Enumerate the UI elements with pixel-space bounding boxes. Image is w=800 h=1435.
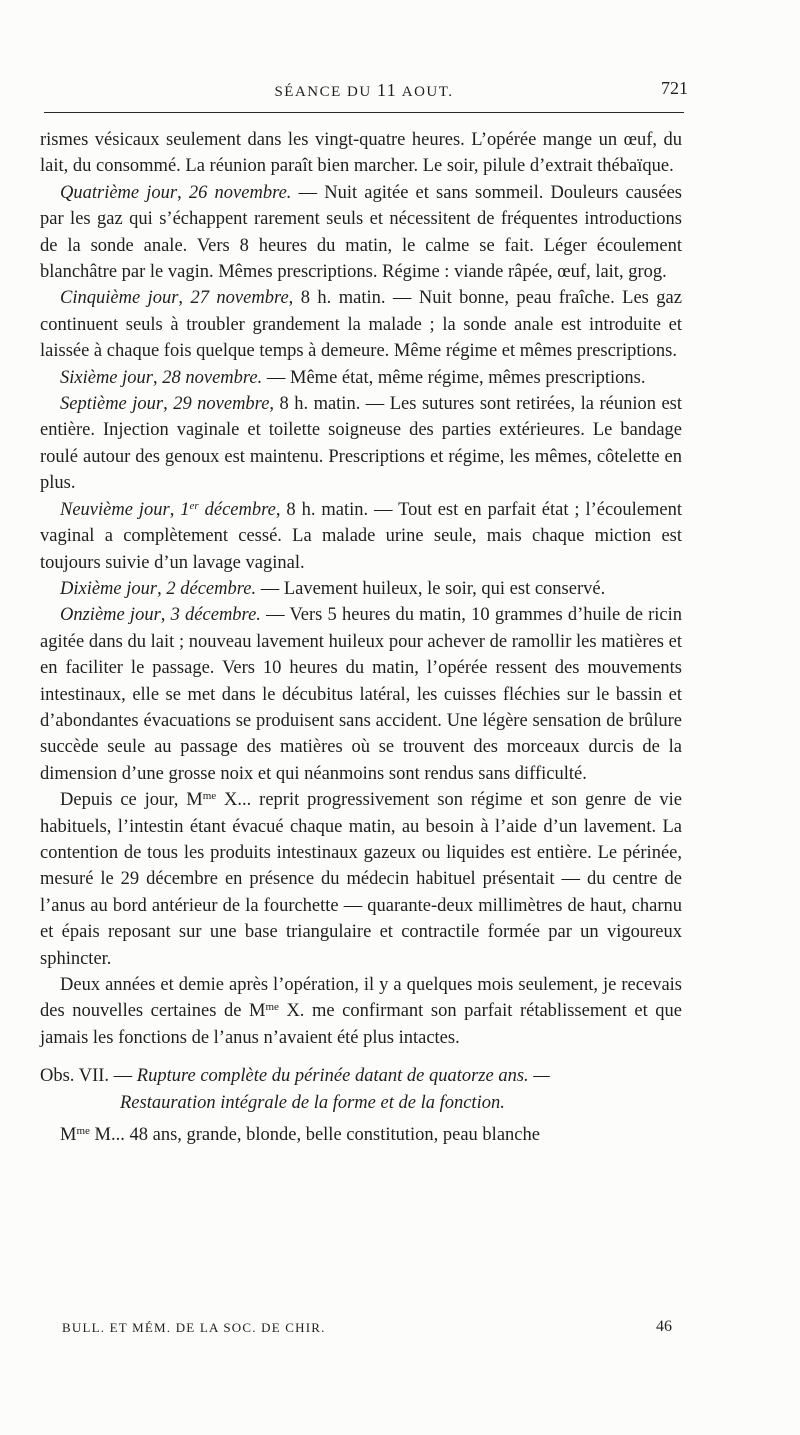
date-label: 27 novembre: [190, 288, 289, 309]
paragraph-text: , 8 h. matin. — Tout est en parfait état ; l’écoulement vaginal a complètement cessé. La malade urine seule, mais chaque miction est toujours suivie d’un lavage vaginal.: [40, 499, 683, 573]
day-label: Septième jour: [60, 394, 164, 415]
paragraph-text: — Lavement huileux, le soir, qui est conservé.: [256, 578, 606, 599]
day-label: Neuvième jour: [60, 499, 170, 520]
running-title: [40, 80, 688, 101]
date-month: décembre: [198, 499, 276, 520]
paragraph-text: X. me confirmant son parfait rétablissement et que jamais les fonctions de l’anus n’avaient été plus intactes.: [40, 1001, 682, 1048]
signature-mark: 46: [656, 1318, 672, 1335]
day-label: Sixième jour: [60, 367, 153, 388]
running-title-part: AOUT.: [397, 84, 454, 100]
paragraph: Sixième jour, 28 novembre. — Même état, même régime, mêmes prescriptions.: [60, 367, 646, 388]
date-label: 26 novembre.: [188, 182, 292, 203]
date-label: 3 décembre.: [170, 605, 261, 626]
paragraph: [40, 972, 682, 1051]
paragraph: [40, 787, 682, 972]
superscript: me: [265, 1001, 279, 1014]
day-label: Quatrième jour: [60, 182, 178, 203]
running-head: [40, 74, 688, 104]
date-superscript: er: [189, 499, 199, 512]
paragraph: rismes vésicaux seulement dans les vingt-quatre heures. L’opérée mange un œuf, du lait, du consommé. La réunion paraît bien marcher. Le soir, pilule d’extrait thébaïque.: [40, 130, 682, 177]
date-number: 1: [180, 499, 190, 520]
paragraph-text: M: [60, 1125, 77, 1146]
day-label: Dixième jour: [60, 578, 158, 599]
superscript: me: [76, 1125, 90, 1138]
running-title-day: 11: [376, 80, 398, 100]
paragraph: Quatrième jour, 26 novembre. — Nuit agitée et sans sommeil. Douleurs causées par les gaz qui s’échappent rarement seuls et nécessitent de fréquentes introductions de la sonde anale. Vers 8 heures du matin, le calme se fait. Léger écoulement blanchâtre par le vagin. Mêmes prescriptions. Régime : viande râpée, œuf, lait, grog.: [40, 182, 682, 283]
paragraph-text: — Nuit agitée et sans sommeil. Douleurs causées par les gaz qui s’échappent rarement seuls et nécessitent de fréquentes introductions de la sonde anale. Vers 8 heures du matin, le calme se fait. Léger écoulement blanchâtre par le vagin. Mêmes prescriptions. Régime : viande râpée, œuf, lait, grog.: [40, 182, 682, 283]
paragraph-text: — Vers 5 heures du matin, 10 grammes d’huile de ricin agitée dans du lait ; nouveau lavement huileux pour achever de ramollir les matières et en faciliter le passage. Vers 10 heures du matin, l’opérée ressent des mouvements intestinaux, elle se met dans le décubitus latéral, les cuisses fléchies sur le bassin et d’abondantes évacuations se produisent sans accident. Une légère sensation de brûlure succède seule au passage des matières où se trouvent des morceaux durcis de la dimension d’une grosse noix et qui néanmoins sont rendus sans difficulté.: [40, 605, 683, 784]
observation-title-text: Rupture complète du périnée datant de quatorze ans. —: [136, 1066, 550, 1087]
paragraph: Onzième jour, 3 décembre. — Vers 5 heures du matin, 10 grammes d’huile de ricin agitée dans du lait ; nouveau lavement huileux pour achever de ramollir les matières et en faciliter le passage. Vers 10 heures du matin, l’opérée ressent des mouvements intestinaux, elle se met dans le décubitus latéral, les cuisses fléchies sur le bassin et d’abondantes évacuations se produisent sans accident. Une légère sensation de brûlure succède seule au passage des matières où se trouvent des morceaux durcis de la dimension d’une grosse noix et qui néanmoins sont rendus sans difficulté.: [40, 605, 683, 784]
date-label: [180, 500, 276, 520]
date-label: 2 décembre.: [166, 578, 257, 599]
paragraph-text: — Même état, même régime, mêmes prescriptions.: [262, 367, 646, 388]
observation-title: [40, 1063, 682, 1089]
date-label: 28 novembre.: [162, 367, 263, 388]
body-text: [40, 127, 682, 1148]
paragraph: Neuvième jour, 1er décembre, 8 h. matin. — Tout est en parfait état ; l’écoulement vaginal a complètement cessé. La malade urine seule, mais chaque miction est toujours suivie d’un lavage vaginal.: [40, 499, 683, 573]
observation-subtitle: Restauration intégrale de la forme et de la fonction.: [120, 1092, 505, 1113]
paragraph-text: X... reprit progressivement son régime et son genre de vie habituels, l’intestin étant évacué chaque matin, au besoin à l’aide d’un lavement. La contention de tous les produits intestinaux gazeux ou liquides est entière. Le périnée, mesuré le 29 décembre en présence du médecin habituel présentait — du centre de l’anus au bord antérieur de la fourchette — quarante-deux millimètres de haut, charnu et épais reposant sur une base triangulaire et contractile formée par un vigoureux sphincter.: [40, 790, 682, 969]
paragraph: Cinquième jour, 27 novembre, 8 h. matin. — Nuit bonne, peau fraîche. Les gaz continuent seuls à troubler grandement la malade ; la sonde anale est introduite et laissée à chaque fois quelque temps à demeure. Même régime et mêmes prescriptions.: [40, 288, 682, 362]
paragraph: Septième jour, 29 novembre, 8 h. matin. — Les sutures sont retirées, la réunion est entière. Injection vaginale et toilette soigneuse des parties extérieures. Le bandage roulé autour des genoux est maintenu. Prescriptions et régime, les mêmes, côtelette en plus.: [40, 394, 682, 494]
journal-name: BULL. ET MÉM. DE LA SOC. DE CHIR.: [62, 1320, 326, 1335]
paragraph-text: M... 48 ans, grande, blonde, belle constitution, peau blanche: [89, 1125, 540, 1146]
paragraph-text: Depuis ce jour, M: [60, 790, 203, 811]
day-label: Cinquième jour: [60, 288, 179, 309]
paragraph: [40, 1122, 682, 1148]
superscript: me: [202, 790, 217, 803]
observation-label: Obs. VII. —: [40, 1066, 137, 1087]
running-title-part: SÉANCE DU: [274, 84, 377, 100]
day-label: Onzième jour: [60, 605, 161, 626]
paragraph: Dixième jour, 2 décembre. — Lavement huileux, le soir, qui est conservé.: [60, 578, 606, 599]
paragraph-text: , 8 h. matin. — Les sutures sont retirées, la réunion est entière. Injection vaginale et toilette soigneuse des parties extérieures. Le bandage roulé autour des genoux est maintenu. Prescriptions et régime, les mêmes, côtelette en plus.: [40, 394, 682, 494]
page-footer: [62, 1320, 672, 1344]
paragraph-text: Deux années et demie après l’opération, il y a quelques mois seulement, je recevais des nouvelles certaines de M: [40, 975, 682, 1022]
date-label: 29 novembre: [173, 394, 270, 415]
observation-heading: [40, 1063, 682, 1116]
page-number: 721: [661, 78, 688, 98]
header-rule: [44, 112, 684, 113]
paragraph-text: , 8 h. matin. — Nuit bonne, peau fraîche. Les gaz continuent seuls à troubler grandement la malade ; la sonde anale est introduite et laissée à chaque fois quelque temps à demeure. Même régime et mêmes prescriptions.: [40, 288, 682, 362]
